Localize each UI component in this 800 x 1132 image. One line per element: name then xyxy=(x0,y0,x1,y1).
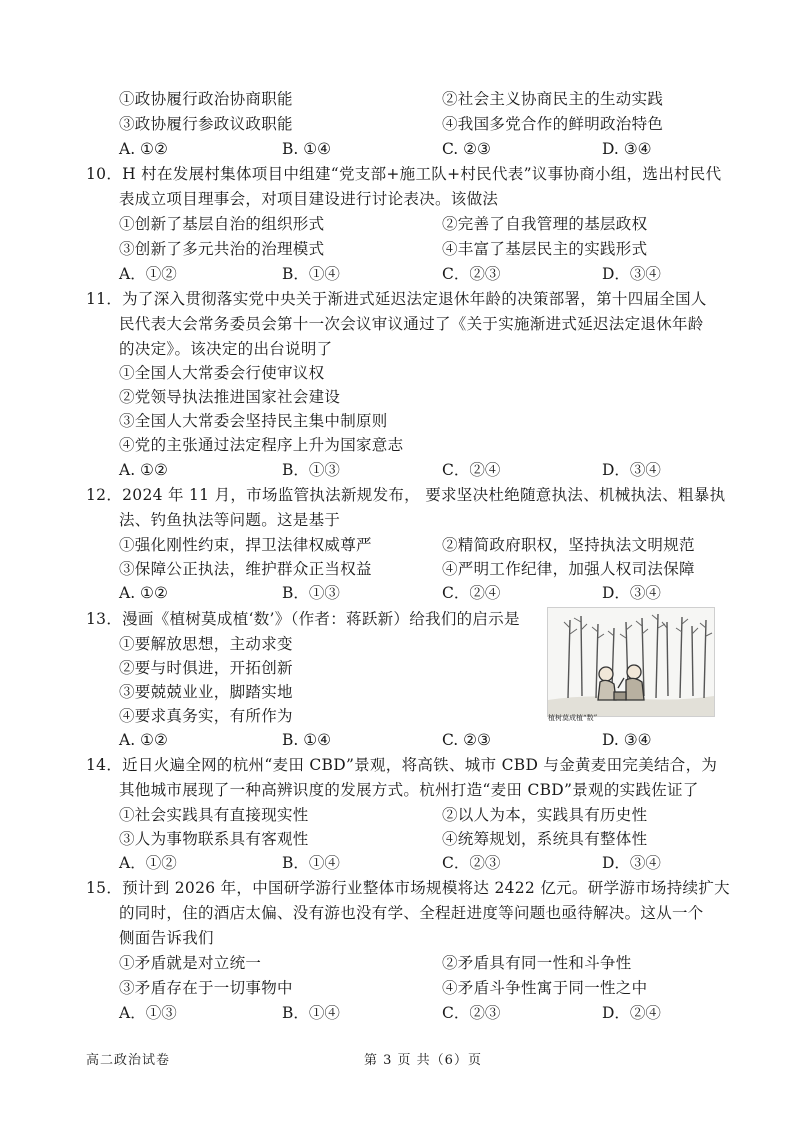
cartoon-drawing xyxy=(548,608,714,716)
answer-d: D．③④ xyxy=(602,265,661,283)
q14-option-1: ①社会实践具有直接现实性 xyxy=(119,806,309,824)
q11-stem-line-3: 的决定》。该决定的出台说明了 xyxy=(119,340,333,358)
q10-stem-line-2: 表成立项目理事会，对项目建设进行讨论表决。该做法 xyxy=(119,190,499,208)
q14-stem-line-2: 其他城市展现了一种高辨识度的发展方式。杭州打造“麦田 CBD”景观的实践佐证了 xyxy=(119,781,699,799)
q11-stem-line-1: 11．为了深入贯彻落实党中央关于渐进式延迟法定退休年龄的决策部署，第十四届全国人 xyxy=(86,290,707,308)
q12-stem-line-2: 法、钓鱼执法等问题。这是基于 xyxy=(119,511,341,529)
answer-c: C．②③ xyxy=(442,265,501,283)
answer-c: C. ②③ xyxy=(442,140,491,158)
q10-option-4: ④丰富了基层民主的实践形式 xyxy=(442,240,648,258)
answer-b: B．①④ xyxy=(282,854,340,872)
q12-option-2: ②精简政府职权，坚持执法文明规范 xyxy=(442,536,695,554)
answer-a: A. ①② xyxy=(119,140,168,158)
q13-option-1: ①要解放思想，主动求变 xyxy=(119,635,293,653)
answer-b: B．①③ xyxy=(282,584,340,602)
answer-a: A. ①② xyxy=(119,461,168,479)
q12-option-1: ①强化刚性约束，捍卫法律权威尊严 xyxy=(119,536,372,554)
q15-stem-line-1: 15．预计到 2026 年，中国研学游行业整体市场规模将达 2422 亿元。研学游市场持续扩大 xyxy=(86,879,730,897)
q15-option-1: ①矛盾就是对立统一 xyxy=(119,954,262,972)
q13-option-4: ④要求真务实，有所作为 xyxy=(119,707,293,725)
answer-b: B. ①④ xyxy=(282,731,332,749)
q12-option-3: ③保障公正执法，维护群众正当权益 xyxy=(119,560,372,578)
q10-option-2: ②完善了自我管理的基层政权 xyxy=(442,215,648,233)
answer-b: B. ①④ xyxy=(282,140,332,158)
answer-d: D. ③④ xyxy=(602,140,652,158)
q15-option-4: ④矛盾斗争性寓于同一性之中 xyxy=(442,979,648,997)
q12-option-4: ④严明工作纪律，加强人权司法保障 xyxy=(442,560,695,578)
q15-option-3: ③矛盾存在于一切事物中 xyxy=(119,979,293,997)
answer-a: A．①② xyxy=(119,854,177,872)
q14-option-3: ③人为事物联系具有客观性 xyxy=(119,830,309,848)
q11-option-4: ④党的主张通过法定程序上升为国家意志 xyxy=(119,436,404,454)
q10-option-3: ③创新了多元共治的治理模式 xyxy=(119,240,325,258)
answer-d: D. ③④ xyxy=(602,731,652,749)
q14-option-2: ②以人为本，实践具有历史性 xyxy=(442,806,648,824)
answer-a: A. ①② xyxy=(119,731,168,749)
q10-stem-line-1: 10．H 村在发展村集体项目中组建“党支部+施工队+村民代表”议事协商小组，选出村民代 xyxy=(86,165,722,183)
q15-option-2: ②矛盾具有同一性和斗争性 xyxy=(442,954,632,972)
q11-option-1: ①全国人大常委会行使审议权 xyxy=(119,364,325,382)
answer-c: C．②③ xyxy=(442,1004,501,1022)
q15-stem-line-2: 的同时，住的酒店太偏、没有游也没有学、全程赶进度等问题也亟待解决。这从一个 xyxy=(119,904,704,922)
answer-d: D．③④ xyxy=(602,854,661,872)
q10-option-1: ①创新了基层自治的组织形式 xyxy=(119,215,325,233)
q13-option-2: ②要与时俱进，开拓创新 xyxy=(119,659,293,677)
answer-b: B．①③ xyxy=(282,461,340,479)
answer-b: B．①④ xyxy=(282,1004,340,1022)
answer-a: A．①② xyxy=(119,265,177,283)
cartoon-illustration xyxy=(547,607,715,717)
footer-page-number: 第 3 页 共（6）页 xyxy=(364,1053,482,1068)
answer-d: D．③④ xyxy=(602,461,661,479)
cartoon-caption: 植树莫成植“数” xyxy=(548,714,598,722)
answer-b: B．①④ xyxy=(282,265,340,283)
q9-option-1: ①政协履行政治协商职能 xyxy=(119,90,293,108)
answer-c: C. ②③ xyxy=(442,731,491,749)
answer-c: C．②③ xyxy=(442,854,501,872)
q11-option-3: ③全国人大常委会坚持民主集中制原则 xyxy=(119,412,388,430)
q14-stem-line-1: 14．近日火遍全网的杭州“麦田 CBD”景观，将高铁、城市 CBD 与金黄麦田完美结合，为 xyxy=(86,756,718,774)
q9-option-3: ③政协履行参政议政职能 xyxy=(119,115,293,133)
q11-option-2: ②党领导执法推进国家社会建设 xyxy=(119,388,341,406)
answer-d: D．③④ xyxy=(602,584,661,602)
answer-a: A．①③ xyxy=(119,1004,177,1022)
answer-c: C．②④ xyxy=(442,461,501,479)
q15-stem-line-3: 侧面告诉我们 xyxy=(119,929,214,947)
answer-d: D．②④ xyxy=(602,1004,661,1022)
answer-c: C．②④ xyxy=(442,584,501,602)
footer-exam-title: 高二政治试卷 xyxy=(86,1053,171,1068)
q13-option-3: ③要兢兢业业，脚踏实地 xyxy=(119,683,293,701)
q12-stem-line-1: 12．2024 年 11 月，市场监管执法新规发布， 要求坚决杜绝随意执法、机械执法、粗暴执 xyxy=(86,486,726,504)
answer-a: A. ①② xyxy=(119,584,168,602)
q11-stem-line-2: 民代表大会常务委员会第十一次会议审议通过了《关于实施渐进式延迟法定退休年龄 xyxy=(119,315,704,333)
q9-option-4: ④我国多党合作的鲜明政治特色 xyxy=(442,115,664,133)
q14-option-4: ④统筹规划，系统具有整体性 xyxy=(442,830,648,848)
q9-option-2: ②社会主义协商民主的生动实践 xyxy=(442,90,664,108)
q13-stem: 13．漫画《植树莫成植‘数’》（作者：蒋跃新）给我们的启示是 xyxy=(86,610,520,628)
